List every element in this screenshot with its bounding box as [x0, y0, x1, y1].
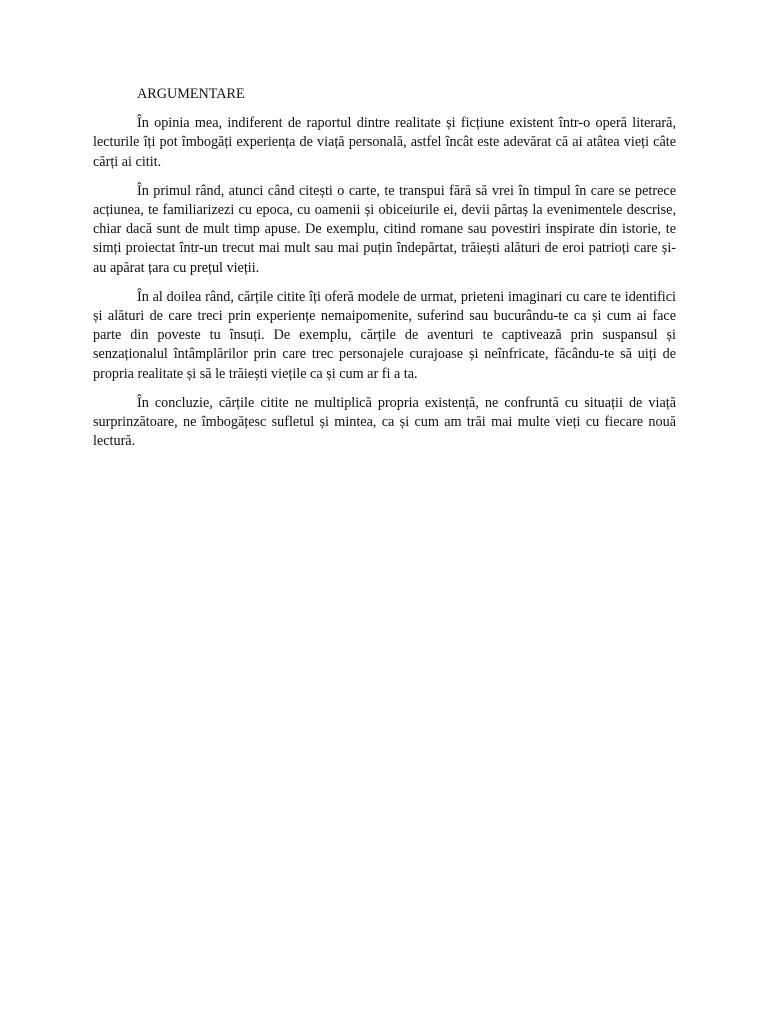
paragraph-second-argument: În al doilea rând, cărțile citite îți oferă modele de urmat, prieteni imaginari cu care te identifici și alături de care treci prin experiențe nemaipomenite, suferind sau bucurându-te ca și cum ai face parte din poveste tu însuți. De exemplu, cărțile de aventuri te captivează prin suspansul și senzaționalul întâmplărilor prin care trec personajele curajoase și neînfricate, făcându-te să uiți de propria realitate și să le trăiești viețile ca și cum ar fi a ta.: [93, 288, 676, 382]
paragraph-conclusion: În concluzie, cărțile citite ne multiplică propria existență, ne confruntă cu situații de viață surprinzătoare, ne îmbogățesc sufletul și mintea, ca și cum am trăi mai multe vieți cu fiecare nouă lectură.: [93, 394, 676, 450]
paragraph-first-argument: În primul rând, atunci când citești o carte, te transpui fără să vrei în timpul în care se petrece acțiunea, te familiarizezi cu epoca, cu oamenii și obiceiurile ei, devii părtaș la evenimentele descrise, chiar dacă sunt de mult timp apuse. De exemplu, citind romane sau povestiri inspirate din istorie, te simți proiectat într-un trecut mai mult sau mai puțin îndepărtat, trăiești alături de eroi patrioți care și-au apărat țara cu prețul vieții.: [93, 182, 676, 276]
paragraph-introduction: În opinia mea, indiferent de raportul dintre realitate și ficțiune existent într-o operă literară, lecturile îți pot îmbogăți experiența de viață personală, astfel încât este adevărat că ai atâtea vieți câte cărți ai citit.: [93, 115, 676, 170]
document-title: ARGUMENTARE: [137, 86, 245, 102]
document-body: [93, 85, 676, 461]
